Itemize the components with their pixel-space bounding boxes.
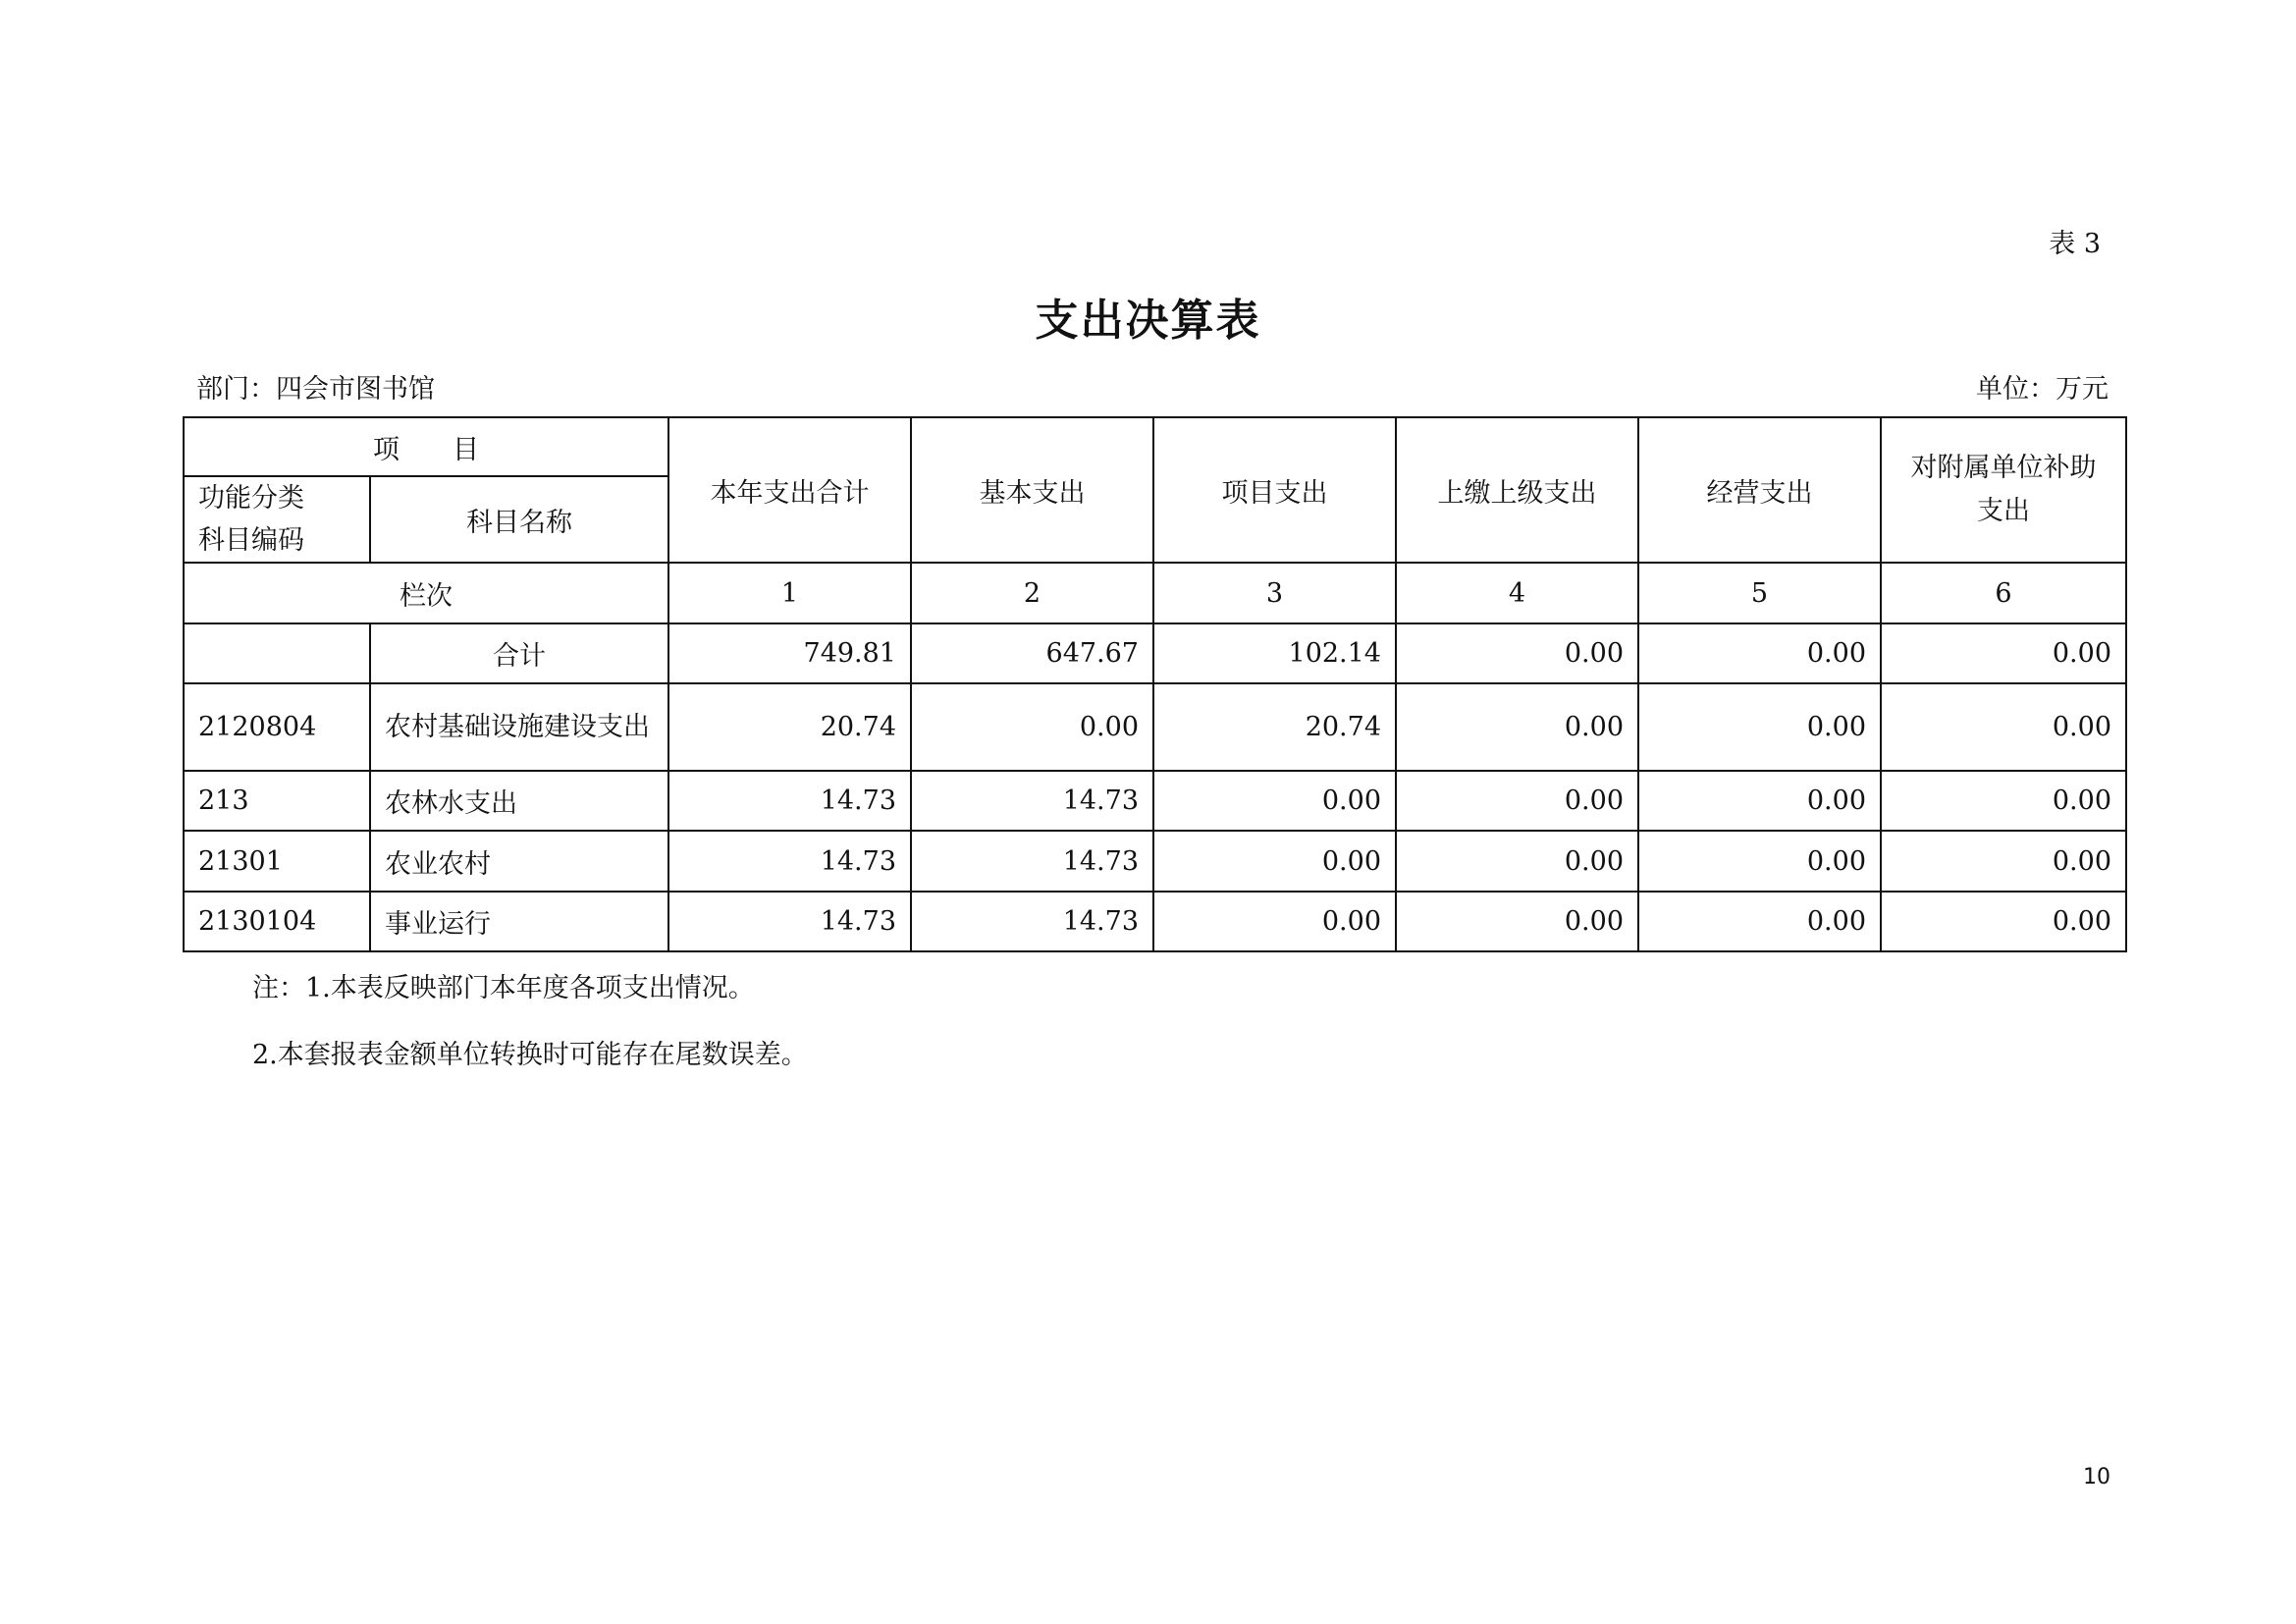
header-code-column: 功能分类 科目编码 bbox=[184, 476, 370, 563]
value-cell: 0.00 bbox=[1881, 771, 2126, 831]
value-cell: 0.00 bbox=[1153, 831, 1396, 892]
total-name-cell: 合计 bbox=[370, 623, 668, 683]
subject-name-cell: 农村基础设施建设支出 bbox=[370, 683, 668, 771]
header-project-expenditure: 项目支出 bbox=[1153, 417, 1396, 563]
page-number: 10 bbox=[2083, 1465, 2110, 1489]
column-index-number: 1 bbox=[668, 563, 911, 623]
value-cell: 0.00 bbox=[1396, 892, 1638, 951]
table-row bbox=[184, 831, 2126, 892]
total-row bbox=[184, 623, 2126, 683]
value-cell: 0.00 bbox=[1153, 771, 1396, 831]
header-subsidiary-subsidy: 对附属单位补助 支出 bbox=[1881, 417, 2126, 563]
value-cell: 14.73 bbox=[911, 892, 1153, 951]
unit-label: 单位：万元 bbox=[1976, 374, 2109, 405]
header-basic-expenditure: 基本支出 bbox=[911, 417, 1153, 563]
value-cell: 0.00 bbox=[1881, 683, 2126, 771]
total-value-cell: 647.67 bbox=[911, 623, 1153, 683]
column-index-number: 2 bbox=[911, 563, 1153, 623]
header-total-expenditure: 本年支出合计 bbox=[668, 417, 911, 563]
subject-code-cell: 213 bbox=[184, 771, 370, 831]
header-operating-expenditure: 经营支出 bbox=[1638, 417, 1881, 563]
page-title: 支出决算表 bbox=[1035, 296, 1261, 346]
value-cell: 0.00 bbox=[1396, 683, 1638, 771]
expenditure-table bbox=[183, 416, 2127, 952]
department-label: 部门：四会市图书馆 bbox=[196, 374, 435, 405]
table-number-label: 表 3 bbox=[2049, 229, 2101, 259]
header-item-group: 项 目 bbox=[184, 417, 668, 476]
table-row bbox=[184, 683, 2126, 771]
subject-name-cell: 农林水支出 bbox=[370, 771, 668, 831]
header-name-column: 科目名称 bbox=[370, 476, 668, 563]
total-code-cell bbox=[184, 623, 370, 683]
value-cell: 0.00 bbox=[1153, 892, 1396, 951]
value-cell: 14.73 bbox=[668, 771, 911, 831]
value-cell: 0.00 bbox=[1881, 892, 2126, 951]
table-row bbox=[184, 771, 2126, 831]
total-value-cell: 0.00 bbox=[1396, 623, 1638, 683]
subject-code-cell: 2120804 bbox=[184, 683, 370, 771]
total-value-cell: 102.14 bbox=[1153, 623, 1396, 683]
value-cell: 20.74 bbox=[668, 683, 911, 771]
column-index-row bbox=[184, 563, 2126, 623]
table-row bbox=[184, 892, 2126, 951]
value-cell: 0.00 bbox=[1638, 831, 1881, 892]
column-index-number: 6 bbox=[1881, 563, 2126, 623]
column-index-number: 3 bbox=[1153, 563, 1396, 623]
header-superior-payment: 上缴上级支出 bbox=[1396, 417, 1638, 563]
value-cell: 0.00 bbox=[911, 683, 1153, 771]
subject-name-cell: 事业运行 bbox=[370, 892, 668, 951]
column-index-number: 4 bbox=[1396, 563, 1638, 623]
footnote-1: 注：1.本表反映部门本年度各项支出情况。 bbox=[252, 973, 755, 1003]
value-cell: 0.00 bbox=[1638, 683, 1881, 771]
value-cell: 0.00 bbox=[1396, 771, 1638, 831]
value-cell: 0.00 bbox=[1881, 831, 2126, 892]
value-cell: 14.73 bbox=[911, 831, 1153, 892]
column-index-label: 栏次 bbox=[184, 563, 668, 623]
subject-name-cell: 农业农村 bbox=[370, 831, 668, 892]
footnote-2: 2.本套报表金额单位转换时可能存在尾数误差。 bbox=[252, 1040, 808, 1070]
value-cell: 14.73 bbox=[668, 831, 911, 892]
header-row-top bbox=[184, 417, 2126, 476]
total-value-cell: 0.00 bbox=[1638, 623, 1881, 683]
value-cell: 14.73 bbox=[668, 892, 911, 951]
total-value-cell: 0.00 bbox=[1881, 623, 2126, 683]
column-index-number: 5 bbox=[1638, 563, 1881, 623]
value-cell: 0.00 bbox=[1638, 771, 1881, 831]
value-cell: 14.73 bbox=[911, 771, 1153, 831]
value-cell: 0.00 bbox=[1396, 831, 1638, 892]
total-value-cell: 749.81 bbox=[668, 623, 911, 683]
value-cell: 0.00 bbox=[1638, 892, 1881, 951]
value-cell: 20.74 bbox=[1153, 683, 1396, 771]
subject-code-cell: 21301 bbox=[184, 831, 370, 892]
subject-code-cell: 2130104 bbox=[184, 892, 370, 951]
